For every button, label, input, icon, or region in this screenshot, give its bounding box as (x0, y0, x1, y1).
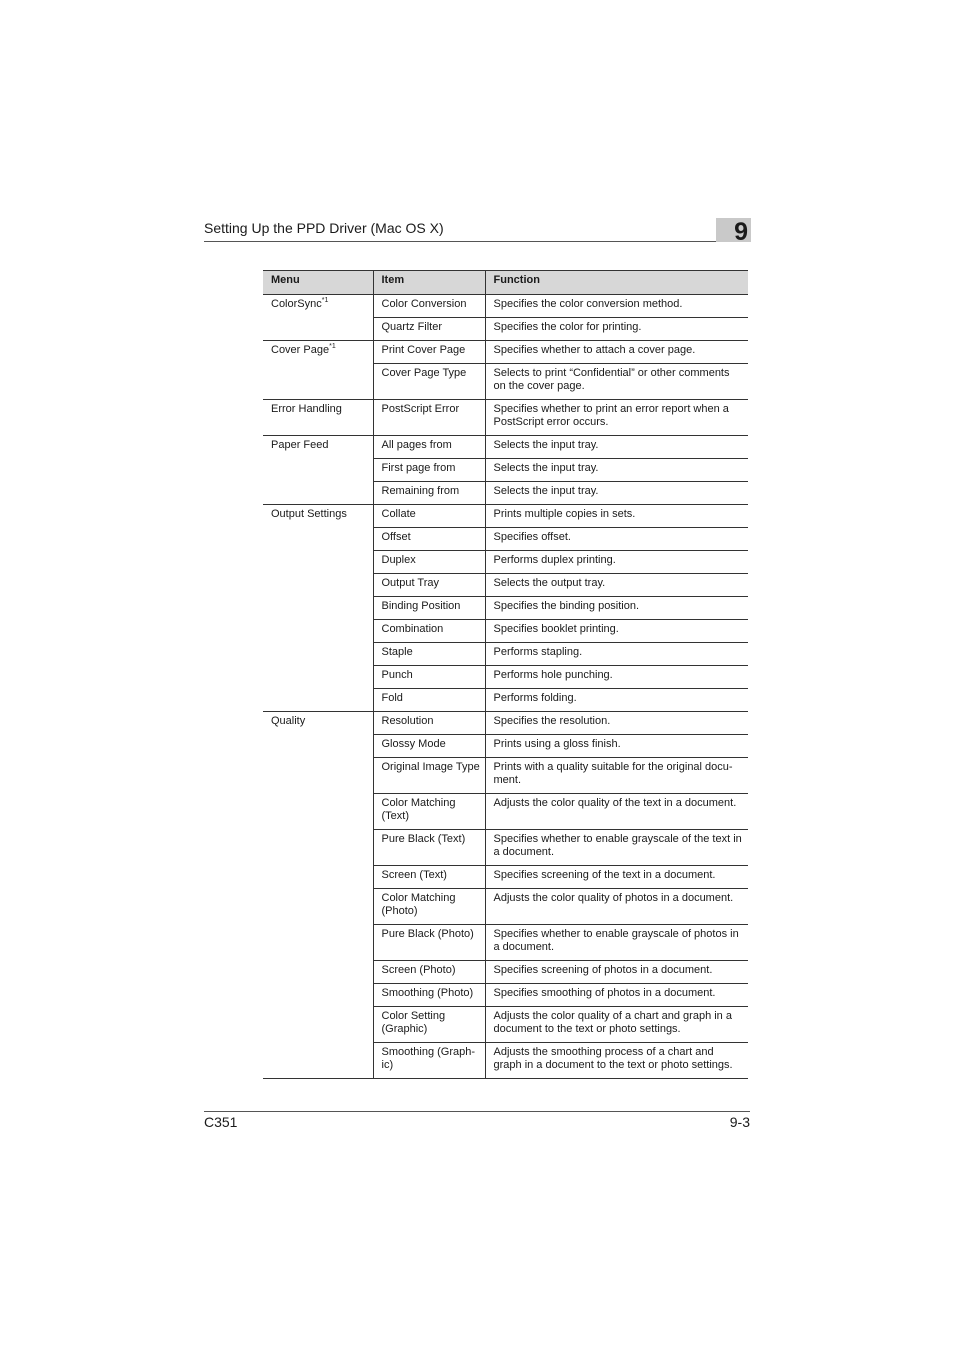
item-cell: Collate (373, 505, 485, 528)
item-cell: Color Setting (Graphic) (373, 1007, 485, 1043)
function-cell: Adjusts the color quality of a chart and graph in a document to the text or photo settings. (485, 1007, 748, 1043)
menu-label: Error Handling (271, 403, 342, 415)
function-cell: Specifies offset. (485, 528, 748, 551)
function-cell: Selects the input tray. (485, 482, 748, 505)
item-cell: Smoothing (Graph-ic) (373, 1043, 485, 1079)
footnote-marker: *1 (321, 297, 329, 304)
function-cell: Adjusts the smoothing process of a chart and graph in a document to the text or photo settings. (485, 1043, 748, 1079)
menu-label: ColorSync (271, 298, 322, 310)
function-cell: Specifies screening of the text in a document. (485, 866, 748, 889)
menu-cell (263, 295, 373, 341)
menu-label: Output Settings (271, 508, 347, 520)
function-cell: Specifies the binding position. (485, 597, 748, 620)
function-cell: Prints with a quality suitable for the original docu-ment. (485, 758, 748, 794)
item-cell: Quartz Filter (373, 318, 485, 341)
item-cell: All pages from (373, 436, 485, 459)
table-row (263, 341, 748, 364)
function-cell: Selects the input tray. (485, 459, 748, 482)
function-cell: Performs duplex printing. (485, 551, 748, 574)
footer-rule (204, 1111, 750, 1112)
item-cell: Glossy Mode (373, 735, 485, 758)
menu-cell (263, 341, 373, 400)
item-cell: Pure Black (Photo) (373, 925, 485, 961)
item-cell: Combination (373, 620, 485, 643)
menu-cell (263, 505, 373, 712)
table-header-row (263, 271, 748, 295)
function-cell: Selects the output tray. (485, 574, 748, 597)
menu-cell (263, 400, 373, 436)
menu-label: Cover Page (271, 344, 330, 356)
function-cell: Specifies whether to attach a cover page. (485, 341, 748, 364)
item-cell: Pure Black (Text) (373, 830, 485, 866)
item-cell: Staple (373, 643, 485, 666)
function-cell: Specifies the color for printing. (485, 318, 748, 341)
item-cell: Original Image Type (373, 758, 485, 794)
header-rule (204, 241, 750, 242)
function-cell: Performs stapling. (485, 643, 748, 666)
table-row (263, 712, 748, 735)
item-cell: First page from (373, 459, 485, 482)
function-cell: Specifies smoothing of photos in a document. (485, 984, 748, 1007)
table-row (263, 505, 748, 528)
running-header-title: Setting Up the PPD Driver (Mac OS X) (204, 220, 444, 236)
menu-cell (263, 436, 373, 505)
function-cell: Specifies screening of photos in a document. (485, 961, 748, 984)
footer-model: C351 (204, 1114, 238, 1130)
menu-label: Quality (271, 715, 306, 727)
table-row (263, 295, 748, 318)
item-cell: Punch (373, 666, 485, 689)
item-cell: Remaining from (373, 482, 485, 505)
function-cell: Performs hole punching. (485, 666, 748, 689)
function-cell: Prints using a gloss finish. (485, 735, 748, 758)
chapter-tab (716, 218, 751, 246)
function-cell: Specifies whether to enable grayscale of the text in a document. (485, 830, 748, 866)
item-cell: Resolution (373, 712, 485, 735)
function-cell: Adjusts the color quality of the text in a document. (485, 794, 748, 830)
footer-page-number: 9-3 (729, 1114, 750, 1130)
function-cell: Specifies whether to enable grayscale of photos in a document. (485, 925, 748, 961)
function-cell: Adjusts the color quality of photos in a document. (485, 889, 748, 925)
table-row (263, 400, 748, 436)
column-header-item: Item (373, 271, 485, 295)
item-cell: Output Tray (373, 574, 485, 597)
column-header-function: Function (485, 271, 748, 295)
item-cell: Print Cover Page (373, 341, 485, 364)
function-cell: Specifies booklet printing. (485, 620, 748, 643)
function-cell: Performs folding. (485, 689, 748, 712)
item-cell: Binding Position (373, 597, 485, 620)
column-header-menu: Menu (263, 271, 373, 295)
item-cell: Color Conversion (373, 295, 485, 318)
function-cell: Selects the input tray. (485, 436, 748, 459)
item-cell: Screen (Text) (373, 866, 485, 889)
item-cell: Smoothing (Photo) (373, 984, 485, 1007)
item-cell: Color Matching (Text) (373, 794, 485, 830)
function-cell: Specifies whether to print an error report when a PostScript error occurs. (485, 400, 748, 436)
item-cell: Color Matching (Photo) (373, 889, 485, 925)
function-cell: Specifies the resolution. (485, 712, 748, 735)
item-cell: PostScript Error (373, 400, 485, 436)
function-cell: Selects to print “Confidential” or other comments on the cover page. (485, 364, 748, 400)
menu-label: Paper Feed (271, 439, 329, 451)
function-cell: Prints multiple copies in sets. (485, 505, 748, 528)
menu-cell (263, 712, 373, 1079)
footnote-marker: *1 (329, 343, 336, 350)
table-row (263, 436, 748, 459)
item-cell: Fold (373, 689, 485, 712)
item-cell: Screen (Photo) (373, 961, 485, 984)
function-cell: Specifies the color conversion method. (485, 295, 748, 318)
settings-table (263, 270, 748, 1079)
item-cell: Cover Page Type (373, 364, 485, 400)
item-cell: Offset (373, 528, 485, 551)
item-cell: Duplex (373, 551, 485, 574)
chapter-number: 9 (734, 218, 748, 246)
table-body (263, 295, 748, 1079)
